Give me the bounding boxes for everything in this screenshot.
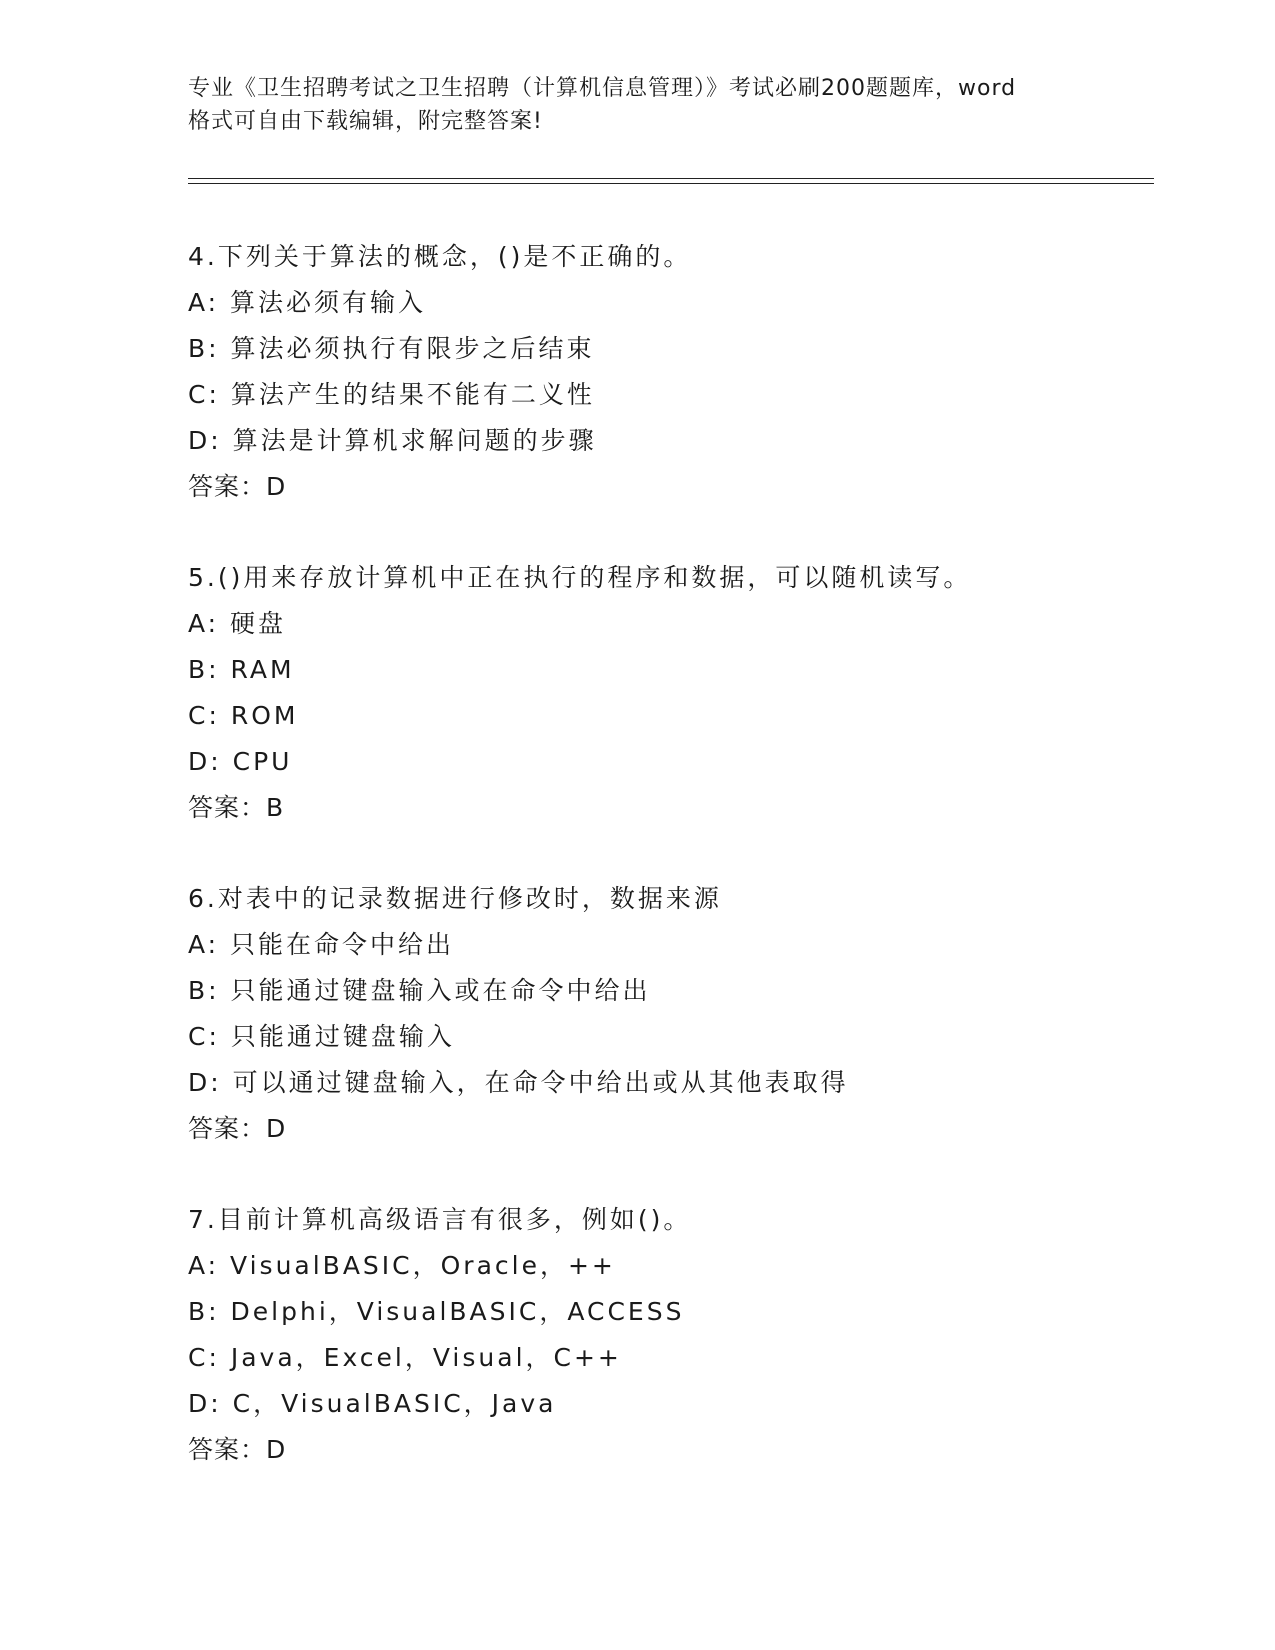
answer-line: 答案：D: [188, 1114, 287, 1143]
question-stem: 7.目前计算机高级语言有很多，例如()。: [188, 1205, 692, 1234]
option-text: 算法必须有输入: [230, 288, 427, 317]
option-text: 硬盘: [230, 609, 287, 638]
option-b: [188, 968, 1168, 1014]
option-key: B:: [188, 1297, 220, 1326]
option-key: D:: [188, 747, 222, 776]
header-divider-bottom: [188, 183, 1154, 184]
option-a: [188, 280, 1168, 326]
option-b: [188, 647, 1168, 693]
option-key: D:: [188, 426, 222, 455]
option-d: [188, 1381, 1168, 1427]
option-c: [188, 1014, 1168, 1060]
question-stem: 6.对表中的记录数据进行修改时，数据来源: [188, 884, 722, 913]
option-c: [188, 693, 1168, 739]
option-key: B:: [188, 655, 220, 684]
question-stem: 4.下列关于算法的概念，()是不正确的。: [188, 242, 692, 271]
option-text: 只能在命令中给出: [230, 930, 455, 959]
option-key: D:: [188, 1389, 222, 1418]
option-c: [188, 1335, 1168, 1381]
option-text: Java，Excel，Visual，C++: [230, 1343, 622, 1372]
header-divider-top: [188, 178, 1154, 179]
option-d: [188, 1060, 1168, 1106]
option-key: B:: [188, 976, 220, 1005]
header-line-2: 格式可自由下载编辑，附完整答案!: [188, 109, 543, 134]
option-text: ROM: [230, 701, 299, 730]
document-header: [188, 72, 1088, 138]
option-key: A:: [188, 930, 220, 959]
question-stem: 5.()用来存放计算机中正在执行的程序和数据，可以随机读写。: [188, 563, 972, 592]
option-text: C，VisualBASIC，Java: [232, 1389, 557, 1418]
answer-line: 答案：D: [188, 472, 287, 501]
option-a: [188, 601, 1168, 647]
option-d: [188, 739, 1168, 785]
option-text: 只能通过键盘输入或在命令中给出: [230, 976, 651, 1005]
question-block: [188, 555, 1168, 831]
option-key: C:: [188, 380, 220, 409]
option-a: [188, 1243, 1168, 1289]
option-key: C:: [188, 1022, 220, 1051]
question-block: [188, 876, 1168, 1152]
option-text: Delphi，VisualBASIC，ACCESS: [230, 1297, 685, 1326]
answer-line: 答案：D: [188, 1435, 287, 1464]
option-key: C:: [188, 1343, 220, 1372]
option-key: C:: [188, 701, 220, 730]
option-text: RAM: [230, 655, 295, 684]
option-text: 算法产生的结果不能有二义性: [230, 380, 595, 409]
header-line-1: 专业《卫生招聘考试之卫生招聘（计算机信息管理）》考试必刷200题题库，word: [188, 76, 1017, 101]
option-key: A:: [188, 288, 220, 317]
question-block: [188, 234, 1168, 510]
option-key: D:: [188, 1068, 222, 1097]
option-b: [188, 1289, 1168, 1335]
answer-line: 答案：B: [188, 793, 285, 822]
option-c: [188, 372, 1168, 418]
option-text: 算法必须执行有限步之后结束: [230, 334, 595, 363]
option-b: [188, 326, 1168, 372]
option-text: VisualBASIC，Oracle，++: [230, 1251, 616, 1280]
option-text: 可以通过键盘输入，在命令中给出或从其他表取得: [232, 1068, 849, 1097]
option-key: B:: [188, 334, 220, 363]
question-block: [188, 1197, 1168, 1473]
option-text: 只能通过键盘输入: [230, 1022, 455, 1051]
option-key: A:: [188, 1251, 220, 1280]
option-text: 算法是计算机求解问题的步骤: [232, 426, 597, 455]
option-text: CPU: [232, 747, 293, 776]
option-key: A:: [188, 609, 220, 638]
option-d: [188, 418, 1168, 464]
option-a: [188, 922, 1168, 968]
